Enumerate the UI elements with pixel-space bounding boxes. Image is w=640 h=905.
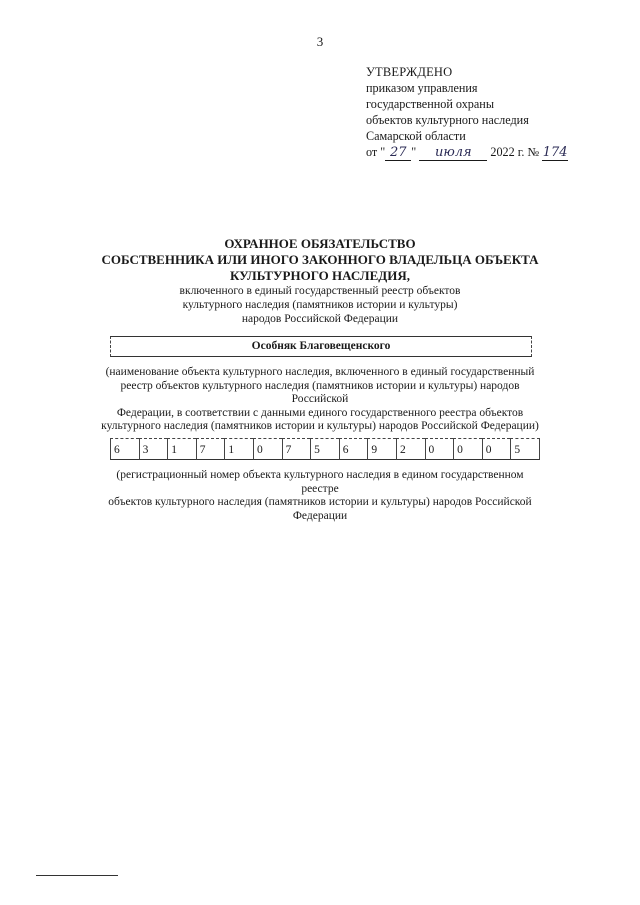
reg-digit-cell: 3 bbox=[139, 438, 168, 460]
title-line: КУЛЬТУРНОГО НАСЛЕДИЯ, bbox=[230, 268, 410, 283]
caption-line: Федерации bbox=[292, 509, 348, 522]
page-number: 3 bbox=[316, 34, 324, 49]
date-quote: " bbox=[411, 145, 417, 159]
date-prefix: от " bbox=[366, 145, 386, 159]
title-line: ОХРАННОЕ ОБЯЗАТЕЛЬСТВО bbox=[224, 236, 416, 251]
object-name-caption bbox=[100, 366, 540, 434]
date-day-handwritten: 27 bbox=[385, 146, 411, 161]
approval-line: государственной охраны bbox=[366, 97, 495, 111]
reg-digit-cell: 1 bbox=[224, 438, 253, 460]
object-name-box: Особняк Благовещенского bbox=[110, 336, 532, 357]
caption-line: (регистрационный номер объекта культурного наследия в едином государственном реестре bbox=[116, 469, 524, 495]
caption-line: (наименование объекта культурного наследия, включенного в единый государственный bbox=[105, 366, 535, 378]
reg-digit-cell: 0 bbox=[482, 438, 511, 460]
footnote-divider bbox=[36, 875, 118, 876]
date-year: 2022 г. № bbox=[490, 145, 540, 159]
title-line: СОБСТВЕННИКА ИЛИ ИНОГО ЗАКОННОГО ВЛАДЕЛЬЦА ОБЪЕКТА bbox=[101, 252, 539, 267]
subtitle-line: включенного в единый государственный реестр объектов bbox=[179, 285, 461, 297]
reg-digit-cell: 0 bbox=[425, 438, 454, 460]
reg-digit-cell: 1 bbox=[167, 438, 196, 460]
reg-digit-cell: 6 bbox=[339, 438, 368, 460]
reg-digit-cell: 5 bbox=[310, 438, 339, 460]
registration-caption bbox=[100, 469, 540, 523]
approval-line: приказом управления bbox=[366, 81, 478, 95]
caption-line: культурного наследия (памятников истории и культуры) народов Российской Федерации) bbox=[101, 420, 539, 432]
registration-number-grid bbox=[110, 438, 540, 460]
reg-digit-cell: 5 bbox=[510, 438, 540, 460]
caption-line: объектов культурного наследия (памятников истории и культуры) народов Российской bbox=[108, 496, 532, 508]
approval-block bbox=[366, 64, 626, 162]
caption-line: реестр объектов культурного наследия (памятников истории и культуры) народов Российской bbox=[120, 379, 520, 405]
approval-line: объектов культурного наследия bbox=[366, 113, 529, 127]
reg-digit-cell: 0 bbox=[453, 438, 482, 460]
reg-digit-cell: 0 bbox=[253, 438, 282, 460]
document-subtitle bbox=[0, 284, 640, 326]
order-number-handwritten: 174 bbox=[542, 145, 568, 160]
document-title bbox=[0, 236, 640, 284]
reg-digit-cell: 2 bbox=[396, 438, 425, 460]
approval-date-row bbox=[366, 144, 626, 162]
subtitle-line: народов Российской Федерации bbox=[241, 313, 399, 325]
reg-digit-cell: 7 bbox=[196, 438, 225, 460]
reg-digit-cell: 6 bbox=[110, 438, 139, 460]
reg-digit-cell: 9 bbox=[367, 438, 396, 460]
approval-heading: УТВЕРЖДЕНО bbox=[366, 65, 453, 79]
caption-line: Федерации, в соответствии с данными единого государственного реестра объектов bbox=[116, 406, 524, 419]
approval-line: Самарской области bbox=[366, 129, 466, 143]
subtitle-line: культурного наследия (памятников истории и культуры) bbox=[182, 299, 458, 311]
date-month-handwritten: июля bbox=[419, 146, 487, 161]
reg-digit-cell: 7 bbox=[282, 438, 311, 460]
